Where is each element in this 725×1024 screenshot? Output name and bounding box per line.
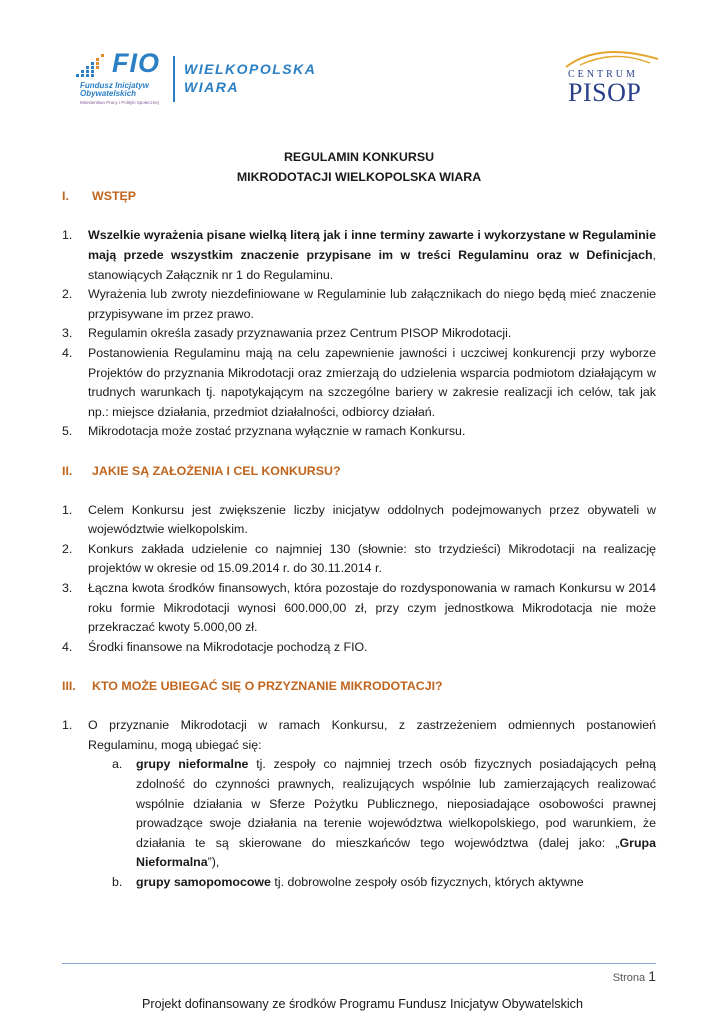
footer-note: Projekt dofinansowany ze środków Programu Fundusz Inicjatyw Obywatelskich: [142, 997, 583, 1011]
fio-logo: [76, 48, 326, 112]
section-number: III.: [62, 679, 76, 694]
fio-subtitle-2: Obywatelskich: [80, 89, 137, 98]
list-item: 3. Łączna kwota środków finansowych, która pozostaje do rozdysponowania w ramach Konkursu w 2014 roku formie Mikrodotacji wynosi 600.000,00 zł, przy czym jednostkowa Mikrodotacja nie może przekraczać kwoty 5.000,00 zł.: [62, 581, 656, 635]
page-number-value: 1: [648, 968, 656, 984]
list-item: 1. O przyznanie Mikrodotacji w ramach Konkursu, z zastrzeżeniem odmiennych postanowień Regulaminu, mogą ubiegać się:: [62, 718, 656, 752]
logo-divider: [173, 56, 175, 102]
doc-title-1: REGULAMIN KONKURSU: [283, 150, 435, 164]
fio-subtitle-1: Fundusz Inicjatyw: [80, 81, 149, 90]
region-name-1: WIELKOPOLSKA: [184, 61, 317, 77]
list-item: 1. Wszelkie wyrażenia pisane wielką literą jak i inne terminy zawarte i wykorzystane w Regulaminie mają przede wszystkim znaczenie przypisane im w treści Regulaminu oraz w Definicjach, stanowiących Załącznik nr 1 do Regulaminu.: [62, 228, 656, 282]
doc-title-2: MIKRODOTACJI WIELKOPOLSKA WIARA: [236, 169, 482, 184]
list-item: 5. Mikrodotacja może zostać przyznana wyłącznie w ramach Konkursu.: [62, 424, 466, 439]
section-3-list: [62, 716, 656, 755]
page-label: Strona: [612, 972, 646, 984]
sub-list-item: b. grupy samopomocowe tj. dobrowolne zespoły osób fizycznych, których aktywne: [112, 874, 584, 889]
list-item: 1. Celem Konkursu jest zwiększenie liczby inicjatyw oddolnych podejmowanych przez obywateli w województwie wielkopolskim.: [62, 502, 656, 537]
section-number: II.: [62, 463, 73, 478]
pisop-name: PISOP: [568, 78, 642, 107]
sub-list-item: a. grupy nieformalne tj. zespoły co najmniej trzech osób fizycznych posiadających pełną zdolność do czynności prawnych, realizujących wspólnie lub zamierzających realizować wspólnie działania w Sferze Pożytku Publicznego, nieposiadające osobowości prawnej prowadzące swoje działania na terenie województwa wielkopolskiego, pod warunkiem, że działania te są skierowane do mieszkańców tego województwa (dalej jako: „Grupa Nieformalna”),: [112, 757, 656, 870]
section-1-list: [62, 226, 656, 442]
section-3-sublist: [62, 755, 656, 892]
list-item: 2. Wyrażenia lub zwroty niezdefiniowane w Regulaminie lub załącznikach do niego będą mieć znaczenie przypisywane im przez prawo.: [62, 287, 656, 321]
section-title: JAKIE SĄ ZAŁOŻENIA I CEL KONKURSU?: [92, 463, 341, 478]
section-2-list: [62, 501, 656, 658]
pisop-logo: [562, 45, 662, 111]
section-heading: [62, 462, 656, 482]
list-item: 2. Konkurs zakłada udzielenie co najmniej 130 (słownie: sto trzydzieści) Mikrodotacji na realizację projektów w okresie od 15.09.2014 r. do 30.11.2014 r.: [62, 541, 656, 576]
section-heading: [62, 187, 656, 207]
fio-mark: FIO: [112, 48, 160, 78]
section-title: WSTĘP: [92, 189, 137, 204]
list-item: 4. Postanowienia Regulaminu mają na celu zapewnienie jawności i uczciwej konkurencji przy wyborze Projektów do przyznania Mikrodotacji oraz zmierzają do udzielenia wsparcia podmiotom działającym w trudnych warunkach tj. napotykającym na szczególne bariery w zakresie realizacji ich celów, tak jak np.: miejsce działania, przedmiot działalności, odbiorcy działań.: [62, 345, 656, 419]
page-number: [613, 968, 656, 984]
section-number: I.: [62, 189, 69, 204]
pisop-swoosh-icon: [562, 45, 662, 71]
document-body: [62, 148, 656, 893]
pisop-centrum: CENTRUM: [568, 69, 638, 80]
section-heading: [62, 677, 656, 697]
fio-ministry: Ministerstwo Pracy i Polityki Społecznej: [80, 100, 159, 105]
list-item: 3. Regulamin określa zasady przyznawania przez Centrum PISOP Mikrodotacji.: [62, 326, 512, 341]
list-item: 4. Środki finansowe na Mikrodotacje pochodzą z FIO.: [62, 639, 368, 654]
fio-bars-icon: [76, 54, 106, 80]
section-title: KTO MOŻE UBIEGAĆ SIĘ O PRZYZNANIE MIKRODOTACJI?: [92, 679, 443, 694]
footer-divider: [62, 963, 656, 964]
region-name-2: WIARA: [184, 79, 239, 95]
